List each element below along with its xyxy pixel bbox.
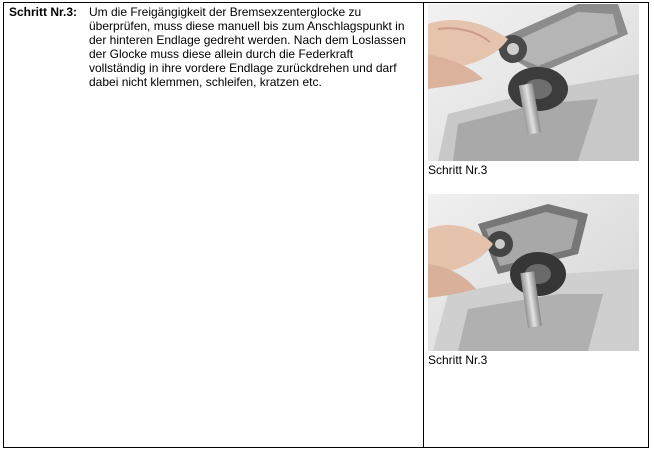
photo-caption-1: Schritt Nr.3: [428, 163, 488, 177]
step-photo-1: [428, 4, 639, 161]
step-photo-2: [428, 194, 639, 351]
brake-eccentric-photo-1: [428, 4, 639, 161]
step-label: Schritt Nr.3:: [9, 5, 78, 19]
photo-cell: [424, 3, 648, 447]
instruction-table: [3, 2, 649, 448]
photo-caption-2: Schritt Nr.3: [428, 353, 488, 367]
step-row: [9, 5, 418, 89]
brake-eccentric-photo-2: [428, 194, 639, 351]
step-description: Um die Freigängigkeit der Bremsexzenterglocke zu überprüfen, muss diese manuell bis zum Anschlagspunkt in der hinteren Endlage gedreht werden. Nach dem Loslassen der Glocke muss diese allein durch die Federkraft vollständig in ihre vordere Endlage zurückdrehen und darf dabei nicht klemmen, schleifen, kratzen etc.: [89, 5, 406, 89]
instruction-cell: [4, 3, 424, 447]
